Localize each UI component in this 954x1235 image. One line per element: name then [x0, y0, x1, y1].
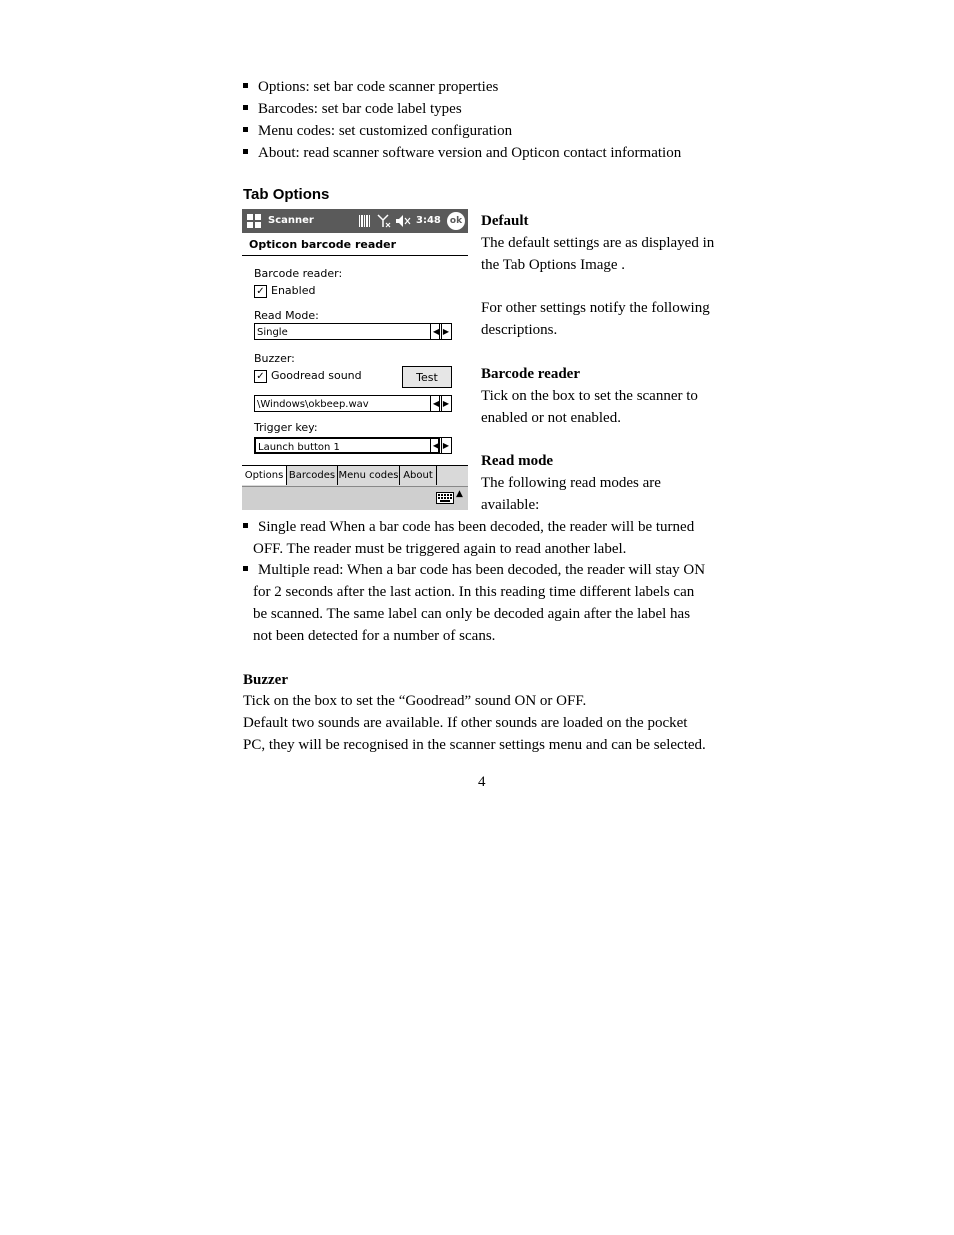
top-bullet-list	[243, 76, 681, 164]
list-item: Multiple read: When a bar code has been decoded, the reader will stay ON	[243, 559, 705, 581]
default-text: The default settings are as displayed in	[481, 235, 715, 251]
list-item: Menu codes: set customized configuration	[243, 120, 681, 142]
windows-flag-icon	[245, 212, 263, 230]
trigger-key-spinner[interactable]	[430, 437, 452, 454]
speaker-icon	[395, 214, 411, 228]
spin-right-icon[interactable]: ▶	[442, 327, 450, 336]
list-item: About: read scanner software version and Opticon contact information	[243, 142, 681, 164]
enabled-label: Enabled	[271, 284, 316, 297]
clock: 3:48	[416, 215, 441, 226]
trigger-key-field[interactable]: Launch button 1	[254, 437, 440, 454]
page-number: 4	[478, 774, 486, 790]
tab-bar	[242, 465, 468, 486]
title-bar	[242, 209, 468, 233]
spin-right-icon[interactable]: ▶	[442, 441, 450, 450]
tab-about[interactable]: About	[400, 466, 437, 485]
barcode-reader-heading: Barcode reader	[481, 366, 581, 382]
list-item-continued: for 2 seconds after the last action. In this reading time different labels can	[253, 584, 695, 600]
read-mode-field[interactable]: Single	[254, 323, 440, 340]
sound-file-spinner[interactable]	[430, 395, 452, 412]
divider	[242, 255, 468, 256]
tab-options[interactable]: Options	[242, 466, 287, 485]
buzzer-text: Default two sounds are available. If other sounds are loaded on the pocket	[243, 715, 688, 731]
buzzer-text: Tick on the box to set the “Goodread” sound ON or OFF.	[243, 693, 587, 709]
read-mode-heading: Read mode	[481, 453, 554, 469]
barcode-reader-label: Barcode reader:	[254, 267, 343, 280]
test-button[interactable]: Test	[402, 366, 452, 388]
list-item-continued: not been detected for a number of scans.	[253, 628, 496, 644]
default-heading: Default	[481, 213, 529, 229]
signal-icon	[376, 214, 392, 228]
sound-file-field[interactable]: \Windows\okbeep.wav	[254, 395, 440, 412]
spin-left-icon[interactable]: ◀	[431, 324, 442, 339]
enabled-checkbox[interactable]: ✓	[254, 285, 267, 298]
read-mode-text: The following read modes are	[481, 475, 661, 491]
goodread-checkbox[interactable]: ✓	[254, 370, 267, 383]
section-heading: Tab Options	[243, 186, 330, 203]
other-settings-text: For other settings notify the following	[481, 300, 710, 316]
trigger-key-label: Trigger key:	[254, 421, 318, 434]
read-mode-label: Read Mode:	[254, 309, 319, 322]
app-subtitle: Opticon barcode reader	[249, 238, 397, 251]
command-bar	[242, 486, 468, 510]
list-item-continued: OFF. The reader must be triggered again to read another label.	[253, 541, 627, 557]
barcode-reader-text: enabled or not enabled.	[481, 410, 621, 426]
spin-left-icon[interactable]: ◀	[431, 438, 442, 453]
tab-menu-codes[interactable]: Menu codes	[338, 466, 400, 485]
default-text: the Tab Options Image .	[481, 257, 626, 273]
tab-barcodes[interactable]: Barcodes	[287, 466, 338, 485]
keyboard-icon[interactable]	[436, 492, 454, 504]
spin-left-icon[interactable]: ◀	[431, 396, 442, 411]
spin-right-icon[interactable]: ▶	[442, 399, 450, 408]
read-mode-spinner[interactable]	[430, 323, 452, 340]
barcode-icon	[358, 214, 372, 228]
buzzer-text: PC, they will be recognised in the scanner settings menu and can be selected.	[243, 737, 706, 753]
buzzer-label: Buzzer:	[254, 352, 295, 365]
device-screenshot	[242, 209, 468, 509]
list-item: Options: set bar code scanner properties	[243, 76, 681, 98]
read-mode-text: available:	[481, 497, 540, 513]
list-item: Single read When a bar code has been decoded, the reader will be turned	[243, 516, 694, 538]
other-settings-text: descriptions.	[481, 322, 558, 338]
barcode-reader-text: Tick on the box to set the scanner to	[481, 388, 698, 404]
goodread-label: Goodread sound	[271, 369, 362, 382]
ok-button[interactable]: ok	[447, 212, 465, 230]
app-title: Scanner	[268, 215, 314, 226]
list-item-continued: be scanned. The same label can only be decoded again after the label has	[253, 606, 691, 622]
buzzer-heading: Buzzer	[243, 672, 288, 688]
input-menu-arrow-icon[interactable]: ▲	[456, 489, 463, 499]
list-item: Barcodes: set bar code label types	[243, 98, 681, 120]
